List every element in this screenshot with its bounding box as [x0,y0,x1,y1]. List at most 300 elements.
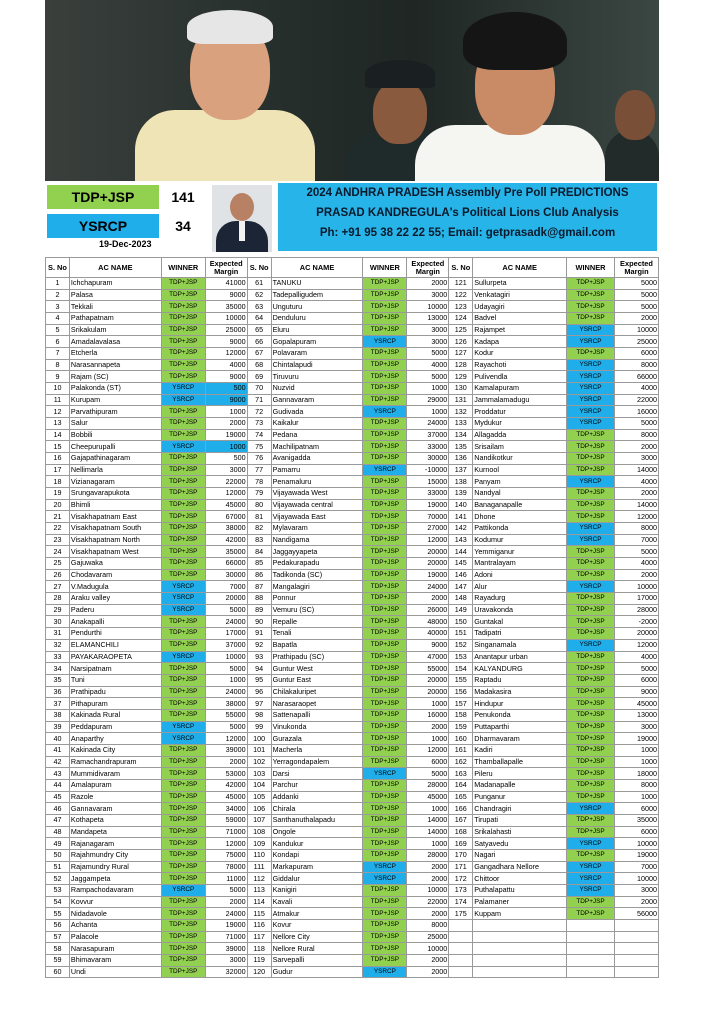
cell-winner: YSRCP [567,336,615,348]
cell-ac-name: Vemuru (SC) [271,604,363,616]
cell-winner: TDP+JSP [363,476,407,488]
cell-sno: 76 [247,453,271,465]
cell-winner: YSRCP [161,441,205,453]
cell-ac-name: Sarvepalli [271,954,363,966]
cell-sno: 127 [449,348,473,360]
cell-winner: TDP+JSP [161,558,205,570]
cell-ac-name: Gangadhara Nellore [473,861,567,873]
header-photo [45,0,659,181]
table-row [46,709,659,721]
cell-margin: 19000 [205,919,247,931]
cell-sno: 34 [46,663,70,675]
cell-margin: 24000 [205,686,247,698]
cell-ac-name: Kodur [473,348,567,360]
cell-winner: YSRCP [567,884,615,896]
cell-ac-name: Mandapeta [69,826,161,838]
cell-sno: 150 [449,616,473,628]
cell-winner: TDP+JSP [161,861,205,873]
cell-sno: 144 [449,546,473,558]
cell-winner: TDP+JSP [567,826,615,838]
cell-sno: 89 [247,604,271,616]
cell-margin: 5000 [614,289,658,301]
cell-winner: TDP+JSP [161,476,205,488]
cell-sno: 129 [449,371,473,383]
cell-winner: TDP+JSP [567,464,615,476]
table-row [46,663,659,675]
cell-sno: 52 [46,873,70,885]
cell-margin: 4000 [614,476,658,488]
cell-sno: 18 [46,476,70,488]
cell-sno: 59 [46,954,70,966]
cell-winner: TDP+JSP [161,511,205,523]
cell-margin: 2000 [407,954,449,966]
table-row [46,523,659,535]
cell-winner: TDP+JSP [161,966,205,978]
cell-ac-name: Dharmavaram [473,733,567,745]
cell-ac-name: Visakhapatnam South [69,523,161,535]
cell-sno: 7 [46,348,70,360]
cell-sno: 141 [449,511,473,523]
cell-ac-name: Paderu [69,604,161,616]
cell-margin: 10000 [614,324,658,336]
cell-winner: TDP+JSP [161,289,205,301]
cell-ac-name: Prathipadu (SC) [271,651,363,663]
cell-sno: 2 [46,289,70,301]
cell-winner: TDP+JSP [161,674,205,686]
table-row [46,301,659,313]
cell-ac-name: Vijayawada East [271,511,363,523]
cell-sno: 132 [449,406,473,418]
cell-winner: TDP+JSP [363,884,407,896]
cell-ac-name: Repalle [271,616,363,628]
cell-sno: 14 [46,429,70,441]
cell-sno: 124 [449,313,473,325]
cell-margin: 45000 [205,499,247,511]
cell-winner: TDP+JSP [363,651,407,663]
cell-margin: 4000 [407,359,449,371]
cell-ac-name: Palamaner [473,896,567,908]
cell-margin: 7000 [614,861,658,873]
cell-ac-name: Bhimli [69,499,161,511]
cell-winner: YSRCP [567,639,615,651]
cell-margin: 12000 [205,733,247,745]
cell-sno: 130 [449,383,473,395]
cell-winner: TDP+JSP [363,791,407,803]
cell-winner: TDP+JSP [567,429,615,441]
table-row [46,814,659,826]
cell-winner: YSRCP [363,406,407,418]
cell-margin [614,943,658,955]
cell-sno: 75 [247,441,271,453]
cell-margin: 59000 [205,814,247,826]
cell-winner: TDP+JSP [567,441,615,453]
cell-ac-name: Addanki [271,791,363,803]
table-row [46,651,659,663]
cell-ac-name: Tenali [271,628,363,640]
cell-sno: 37 [46,698,70,710]
cell-winner: TDP+JSP [363,733,407,745]
cell-ac-name: Rayadurg [473,593,567,605]
col-margin: Expected Margin [614,258,658,278]
cell-sno: 145 [449,558,473,570]
cell-sno: 42 [46,756,70,768]
cell-sno: 95 [247,674,271,686]
table-row [46,966,659,978]
cell-winner: TDP+JSP [161,464,205,476]
cell-winner: TDP+JSP [567,593,615,605]
cell-winner: YSRCP [567,873,615,885]
cell-ac-name: Undi [69,966,161,978]
cell-winner: YSRCP [161,394,205,406]
cell-winner: TDP+JSP [363,756,407,768]
cell-ac-name: Amadalavalasa [69,336,161,348]
cell-winner: TDP+JSP [567,511,615,523]
cell-sno: 13 [46,418,70,430]
cell-ac-name: Panyam [473,476,567,488]
cell-ac-name: Rajam (SC) [69,371,161,383]
cell-ac-name: Mummidivaram [69,768,161,780]
cell-winner: TDP+JSP [363,324,407,336]
cell-ac-name: Denduluru [271,313,363,325]
cell-sno: 48 [46,826,70,838]
col-margin: Expected Margin [407,258,449,278]
cell-margin [614,966,658,978]
table-row [46,721,659,733]
cell-winner [567,943,615,955]
table-header-row [46,258,659,278]
cell-ac-name: Tirupati [473,814,567,826]
cell-margin: 6000 [614,674,658,686]
cell-winner: TDP+JSP [363,441,407,453]
cell-ac-name: Srikalahasti [473,826,567,838]
cell-ac-name: Salur [69,418,161,430]
cell-ac-name: Bapatla [271,639,363,651]
cell-winner: TDP+JSP [363,488,407,500]
cell-sno: 115 [247,908,271,920]
cell-ac-name: Kondapi [271,849,363,861]
cell-ac-name: Rajanagaram [69,838,161,850]
cell-sno: 62 [247,289,271,301]
cell-margin: 8000 [614,429,658,441]
cell-margin: 40000 [407,628,449,640]
table-row [46,476,659,488]
cell-margin: 5000 [205,604,247,616]
cell-winner: YSRCP [567,581,615,593]
cell-winner: YSRCP [161,581,205,593]
table-row [46,803,659,815]
person-right [405,0,605,181]
cell-sno: 128 [449,359,473,371]
cell-margin: 5000 [407,371,449,383]
cell-winner: TDP+JSP [363,546,407,558]
cell-sno: 148 [449,593,473,605]
table-row [46,278,659,290]
cell-ac-name: Tuni [69,674,161,686]
cell-sno: 17 [46,464,70,476]
cell-winner: YSRCP [567,861,615,873]
cell-winner: TDP+JSP [161,359,205,371]
cell-sno: 161 [449,744,473,756]
cell-margin: 17000 [614,593,658,605]
cell-sno: 109 [247,838,271,850]
cell-margin: 6000 [614,826,658,838]
cell-ac-name: Macherla [271,744,363,756]
cell-ac-name: Markapuram [271,861,363,873]
cell-winner: TDP+JSP [363,838,407,850]
cell-sno: 119 [247,954,271,966]
cell-ac-name: Banaganapalle [473,499,567,511]
cell-margin: 2000 [407,278,449,290]
cell-margin: 3000 [407,324,449,336]
table-row [46,756,659,768]
cell-winner: TDP+JSP [161,278,205,290]
cell-ac-name: Visakhapatnam North [69,534,161,546]
cell-ac-name: Sullurpeta [473,278,567,290]
title-line-3: Ph: +91 95 38 22 22 55; Email: getprasadk@gmail.com [319,227,616,239]
cell-ac-name: Narsipatnam [69,663,161,675]
cell-sno: 50 [46,849,70,861]
cell-sno: 142 [449,523,473,535]
cell-ac-name: Gurazala [271,733,363,745]
cell-ac-name: Machilipatnam [271,441,363,453]
cell-margin: 33000 [407,488,449,500]
summary-header [45,181,659,254]
cell-margin: 39000 [205,943,247,955]
cell-margin: 14000 [614,499,658,511]
cell-winner: TDP+JSP [363,698,407,710]
cell-ac-name: Razole [69,791,161,803]
cell-sno: 166 [449,803,473,815]
cell-winner: TDP+JSP [161,324,205,336]
cell-sno: 154 [449,663,473,675]
title-line-1: 2024 ANDHRA PRADESH Assembly Pre Poll PREDICTIONS [306,187,629,199]
cell-margin: -10000 [407,464,449,476]
cell-margin: 2000 [614,896,658,908]
cell-winner: TDP+JSP [567,499,615,511]
cell-margin: 6000 [614,348,658,360]
cell-ac-name: ELAMANCHILI [69,639,161,651]
cell-margin: 20000 [407,546,449,558]
cell-margin: 16000 [407,709,449,721]
cell-ac-name: Chilakaluripet [271,686,363,698]
cell-ac-name: Guntur West [271,663,363,675]
cell-ac-name: Jaggayyapeta [271,546,363,558]
cell-margin: 3000 [614,721,658,733]
cell-margin: 35000 [205,301,247,313]
col-ac-name: AC NAME [271,258,363,278]
cell-winner: TDP+JSP [363,826,407,838]
cell-sno: 121 [449,278,473,290]
cell-winner: YSRCP [567,324,615,336]
cell-margin: 8000 [614,523,658,535]
cell-winner: TDP+JSP [567,779,615,791]
cell-ac-name: Chirala [271,803,363,815]
cell-ac-name: Araku valley [69,593,161,605]
cell-sno: 168 [449,826,473,838]
col-winner: WINNER [161,258,205,278]
cell-winner [567,931,615,943]
cell-sno: 146 [449,569,473,581]
cell-sno: 169 [449,838,473,850]
cell-sno: 123 [449,301,473,313]
cell-winner: TDP+JSP [161,406,205,418]
cell-ac-name: Badvel [473,313,567,325]
cell-ac-name: Santhanuthalapadu [271,814,363,826]
cell-winner: TDP+JSP [161,453,205,465]
cell-sno: 16 [46,453,70,465]
cell-ac-name: Nellore City [271,931,363,943]
cell-ac-name: Visakhapatnam East [69,511,161,523]
cell-ac-name: Bhimavaram [69,954,161,966]
table-row [46,884,659,896]
cell-margin: 75000 [205,849,247,861]
cell-ac-name: Gannavaram [271,394,363,406]
cell-ac-name [473,966,567,978]
cell-winner: TDP+JSP [161,616,205,628]
cell-sno: 69 [247,371,271,383]
cell-sno: 79 [247,488,271,500]
cell-margin: 9000 [205,371,247,383]
cell-ac-name: Udayagiri [473,301,567,313]
cell-margin: 3000 [205,954,247,966]
cell-ac-name: Nellore Rural [271,943,363,955]
cell-sno: 156 [449,686,473,698]
cell-sno: 93 [247,651,271,663]
cell-ac-name: Kodumur [473,534,567,546]
cell-sno: 55 [46,908,70,920]
cell-margin: 10000 [614,581,658,593]
cell-sno: 70 [247,383,271,395]
cell-margin: 37000 [407,429,449,441]
cell-sno: 8 [46,359,70,371]
cell-margin: 10000 [614,838,658,850]
cell-winner: TDP+JSP [161,873,205,885]
cell-ac-name: Gopalapuram [271,336,363,348]
cell-ac-name: Srikakulam [69,324,161,336]
cell-ac-name: Darsi [271,768,363,780]
cell-ac-name: Gajapathinagaram [69,453,161,465]
cell-winner: TDP+JSP [363,278,407,290]
table-row [46,383,659,395]
cell-ac-name [473,943,567,955]
cell-sno: 152 [449,639,473,651]
cell-sno: 104 [247,779,271,791]
cell-ac-name: Adoni [473,569,567,581]
cell-sno: 23 [46,534,70,546]
cell-sno: 101 [247,744,271,756]
cell-ac-name: Raptadu [473,674,567,686]
cell-ac-name: Mydukur [473,418,567,430]
table-row [46,779,659,791]
cell-margin: 12000 [614,511,658,523]
cell-sno [449,966,473,978]
cell-ac-name: Pileru [473,768,567,780]
cell-winner: TDP+JSP [363,581,407,593]
cell-margin: 38000 [205,523,247,535]
cell-winner: TDP+JSP [567,628,615,640]
cell-winner: YSRCP [567,383,615,395]
cell-sno: 45 [46,791,70,803]
cell-margin: 30000 [205,569,247,581]
cell-margin: 19000 [614,849,658,861]
cell-margin: 9000 [205,336,247,348]
cell-ac-name: Achanta [69,919,161,931]
cell-ac-name: Amalapuram [69,779,161,791]
cell-ac-name: Venkatagiri [473,289,567,301]
cell-ac-name: Ichchapuram [69,278,161,290]
cell-ac-name: Parvathipuram [69,406,161,418]
cell-ac-name: Punganur [473,791,567,803]
cell-winner: TDP+JSP [363,849,407,861]
table-row [46,569,659,581]
predictions-table [45,257,659,978]
cell-ac-name: Vijayawada central [271,499,363,511]
cell-ac-name: Nidadavole [69,908,161,920]
cell-margin: 10000 [407,301,449,313]
cell-margin: 5000 [205,721,247,733]
cell-winner: TDP+JSP [363,954,407,966]
cell-sno: 105 [247,791,271,803]
cell-winner: TDP+JSP [567,756,615,768]
cell-winner: TDP+JSP [567,908,615,920]
cell-sno: 15 [46,441,70,453]
table-row [46,733,659,745]
cell-margin: 1000 [614,791,658,803]
cell-margin: 1000 [407,733,449,745]
cell-sno: 91 [247,628,271,640]
cell-sno: 116 [247,919,271,931]
report-date: 19-Dec-2023 [99,239,152,249]
cell-margin: 500 [205,453,247,465]
cell-ac-name: Uravakonda [473,604,567,616]
cell-ac-name: Kuppam [473,908,567,920]
cell-winner: TDP+JSP [567,546,615,558]
cell-ac-name: Yemmiganur [473,546,567,558]
cell-ac-name: Gajuwaka [69,558,161,570]
cell-sno: 19 [46,488,70,500]
cell-winner: TDP+JSP [161,546,205,558]
cell-winner: TDP+JSP [567,663,615,675]
cell-margin: 2000 [205,896,247,908]
cell-ac-name: Guntakal [473,616,567,628]
cell-sno: 68 [247,359,271,371]
cell-margin: 5000 [205,663,247,675]
cell-margin: 8000 [407,919,449,931]
cell-margin: 11000 [205,873,247,885]
cell-margin: 35000 [205,546,247,558]
cell-ac-name: Peddapuram [69,721,161,733]
col-ac-name: AC NAME [69,258,161,278]
table-row [46,488,659,500]
cell-winner: TDP+JSP [567,651,615,663]
cell-winner: TDP+JSP [567,313,615,325]
cell-sno: 78 [247,476,271,488]
cell-sno: 1 [46,278,70,290]
cell-ac-name: Vinukonda [271,721,363,733]
cell-winner: TDP+JSP [567,674,615,686]
cell-margin: 27000 [407,523,449,535]
cell-ac-name: Kavali [271,896,363,908]
cell-winner: TDP+JSP [363,908,407,920]
cell-ac-name: Rampachodavaram [69,884,161,896]
cell-ac-name: Nuzvid [271,383,363,395]
col-sno: S. No [46,258,70,278]
cell-winner: TDP+JSP [363,569,407,581]
cell-sno: 140 [449,499,473,511]
cell-sno: 98 [247,709,271,721]
cell-ac-name: Parchur [271,779,363,791]
cell-winner [567,954,615,966]
